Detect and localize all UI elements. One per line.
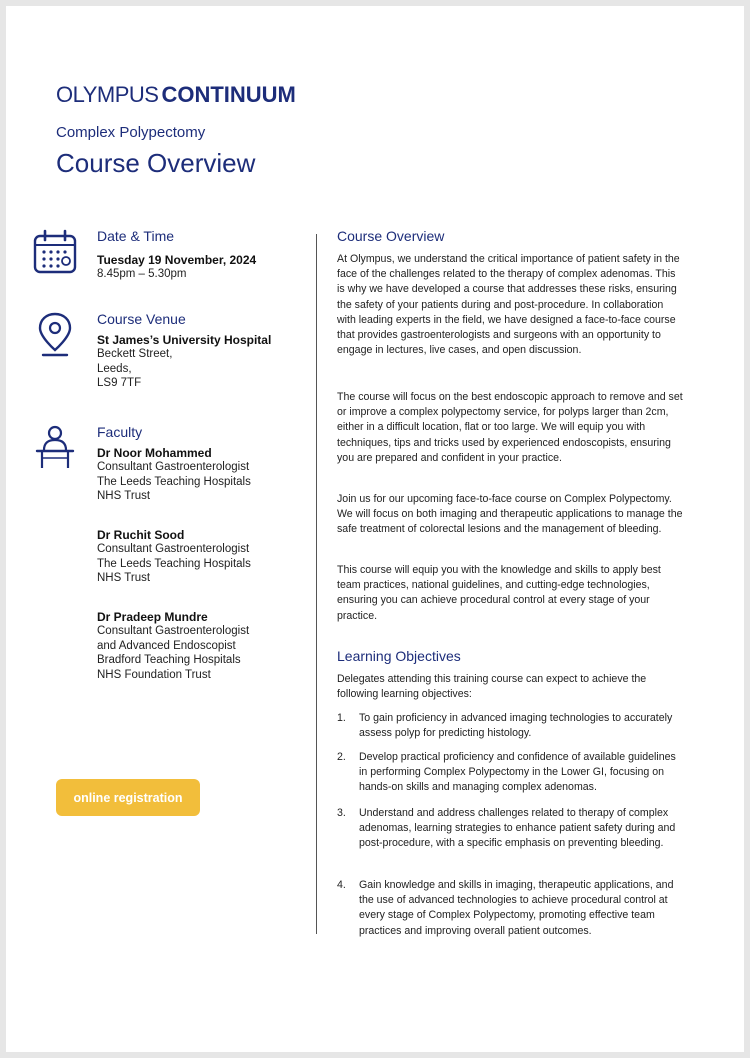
faculty-role: NHS Trust (97, 490, 151, 503)
objective-item (337, 806, 685, 852)
objective-number: 4. (337, 879, 346, 891)
objective-text: To gain proficiency in advanced imaging technologies to accurately assess polyp for predicting histology. (359, 712, 673, 740)
speaker-podium-icon (32, 424, 78, 472)
date-time-heading: Date & Time (97, 228, 175, 244)
course-date: Tuesday 19 November, 2024 (97, 253, 257, 267)
venue-name: St James’s University Hospital (97, 333, 272, 347)
learning-objectives-heading: Learning Objectives (337, 648, 461, 664)
objective-item (337, 711, 685, 741)
venue-address-line: LS9 7TF (97, 377, 142, 390)
calendar-icon (32, 228, 78, 276)
overview-paragraph: The course will focus on the best endoscopic approach to remove and set or improve a complex polypectomy service, for polyps larger than 2cm, either in a difficult location, flat or too large. We will equip you with techniques, tips and tricks used by experienced endoscopists, ensuring you are prepared and confident in your practice. (337, 391, 683, 464)
venue-address-line: Leeds, (97, 362, 132, 375)
faculty-role: Consultant Gastroenterologist (97, 543, 250, 555)
objective-item (337, 750, 685, 796)
column-divider (316, 234, 317, 934)
faculty-name: Dr Ruchit Sood (97, 528, 185, 542)
faculty-name: Dr Pradeep Mundre (97, 610, 208, 624)
faculty-role: Bradford Teaching Hospitals (97, 654, 241, 667)
objective-text: Understand and address challenges related to therapy of complex adenomas, learning strategies to enhance patient safety during and post-procedure, with a specific emphasis on preventing bleeding. (359, 807, 676, 850)
faculty-role: The Leeds Teaching Hospitals (97, 557, 251, 570)
venue-details (97, 333, 297, 391)
date-time-details (97, 253, 297, 282)
overview-paragraph: At Olympus, we understand the critical importance of patient safety in the face of the challenges related to the therapy of complex adenomas. This is why we have developed a course that addresses these risks, ensuring the safety of your patients during and post-procedure. In collaboration with leading experts in the field, we have designed a face-to-face course that provides gastroenterologists and surgeons with an opportunity to engage in lectures, live cases, and open discussion. (337, 253, 680, 357)
course-subtitle: Complex Polypectomy (56, 124, 206, 141)
faculty-member (97, 446, 297, 504)
online-registration-button[interactable]: online registration (56, 779, 200, 816)
brand-logo-olympus: OLYMPUS (56, 82, 159, 107)
objective-text: Develop practical proficiency and confidence of available guidelines in performing Complex Polypectomy in the Lower GI, focusing on hands-on skills and managing complex adenomas. (359, 751, 676, 794)
overview-heading: Course Overview (337, 228, 445, 244)
objective-number: 1. (337, 712, 346, 724)
venue-heading: Course Venue (97, 311, 186, 327)
faculty-role: and Advanced Endoscopist (97, 639, 236, 652)
overview-paragraph: Join us for our upcoming face-to-face course on Complex Polypectomy. We will focus on both imaging and therapeutic applications to manage the safe treatment of colorectal lesions and the management of bleeding. (337, 493, 683, 536)
faculty-member (97, 528, 297, 586)
course-time: 8.45pm – 5.30pm (97, 268, 187, 280)
objectives-intro: Delegates attending this training course can expect to achieve the following learning objectives: (337, 673, 647, 701)
objective-number: 2. (337, 751, 346, 763)
objective-number: 3. (337, 807, 346, 819)
brand-logo (56, 82, 296, 108)
brand-logo-continuum: CONTINUUM (161, 82, 296, 107)
brochure-page (6, 6, 744, 1052)
objective-text: Gain knowledge and skills in imaging, therapeutic applications, and the use of advanced technologies to achieve procedural control at every stage of Complex Polypectomy, promoting effective team practices and improving overall patient outcomes. (359, 879, 674, 937)
page-title: Course Overview (56, 148, 256, 178)
faculty-role: The Leeds Teaching Hospitals (97, 475, 251, 488)
location-pin-icon (32, 310, 78, 358)
faculty-member (97, 610, 297, 682)
overview-paragraph: This course will equip you with the knowledge and skills to apply best team practices, national guidelines, and cutting-edge technologies, ensuring you can achieve procedural control at every stage of your practice. (337, 564, 661, 622)
venue-address-line: Beckett Street, (97, 348, 173, 360)
faculty-name: Dr Noor Mohammed (97, 446, 212, 460)
faculty-role: Consultant Gastroenterologist (97, 625, 250, 637)
faculty-heading: Faculty (97, 424, 143, 440)
faculty-role: Consultant Gastroenterologist (97, 461, 250, 473)
faculty-role: NHS Foundation Trust (97, 668, 211, 681)
objective-item (337, 878, 685, 939)
faculty-role: NHS Trust (97, 572, 151, 585)
